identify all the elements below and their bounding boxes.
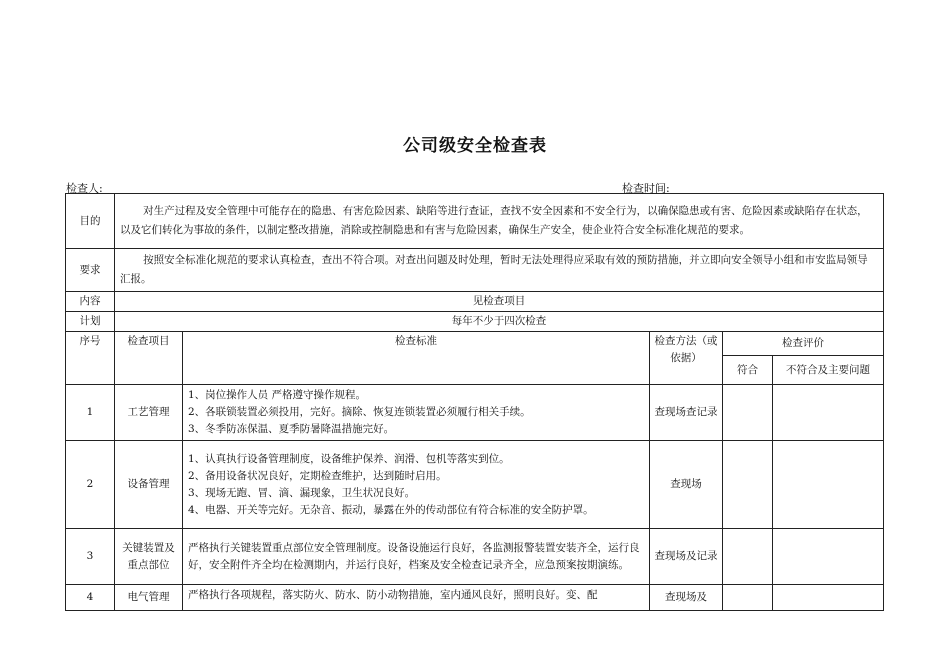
row-conform-cell[interactable]	[723, 441, 773, 529]
requirement-text: 按照安全标准化规范的要求认真检查，查出不符合项。对查出问题及时处理，暂时无法处理得应采取有效的预防措施，并立即向安全领导小组和市安监局领导汇报。	[115, 249, 884, 292]
plan-label: 计划	[66, 312, 115, 332]
standard-line: 1、认真执行设备管理制度，设备维护保养、润滑、包机等落实到位。	[188, 452, 510, 465]
row-standard	[183, 585, 650, 611]
requirement-label: 要求	[66, 249, 115, 292]
row-method: 查现场	[650, 441, 723, 529]
content-row	[66, 292, 884, 312]
table-row	[66, 585, 884, 611]
row-method: 查现场及记录	[650, 529, 723, 585]
row-item: 关键装置及重点部位	[115, 529, 183, 585]
standard-line: 3、冬季防冻保温、夏季防暑降温措施完好。	[188, 423, 395, 435]
content-label: 内容	[66, 292, 115, 312]
row-conform-cell[interactable]	[723, 529, 773, 585]
inspection-time-label: 检查时间:	[622, 182, 670, 195]
standard-line: 4、电器、开关等完好。无杂音、振动，暴露在外的传动部位有符合标准的安全防护罩。	[188, 503, 594, 516]
content-value: 见检查项目	[115, 292, 884, 312]
row-method: 查现场及	[650, 585, 723, 611]
row-conform-cell[interactable]	[723, 385, 773, 441]
row-seq: 1	[66, 385, 115, 441]
row-seq: 3	[66, 529, 115, 585]
standard-line: 严格执行关键装置重点部位安全管理制度。设备设施运行良好，各监测报警装置安装齐全，运行良好，安全附件齐全均在检测期内，并运行良好，档案及安全检查记录齐全，应急预案按期演练。	[188, 541, 640, 571]
requirement-row	[66, 249, 884, 292]
row-item: 工艺管理	[115, 385, 183, 441]
row-standard	[183, 385, 650, 441]
purpose-label: 目的	[66, 194, 115, 249]
row-nonconform-cell[interactable]	[773, 585, 884, 611]
table-row	[66, 529, 884, 585]
row-item: 电气管理	[115, 585, 183, 611]
plan-row	[66, 312, 884, 332]
row-nonconform-cell[interactable]	[773, 529, 884, 585]
purpose-row	[66, 194, 884, 249]
header-nonconform: 不符合及主要问题	[773, 356, 884, 385]
standard-line: 3、现场无跑、冒、滴、漏现象，卫生状况良好。	[188, 486, 416, 499]
row-method: 查现场查记录	[650, 385, 723, 441]
standard-line: 严格执行各项规程，落实防火、防水、防小动物措施，室内通风良好，照明良好。变、配	[188, 589, 598, 601]
header-row	[66, 332, 884, 356]
table-row	[66, 441, 884, 529]
standard-line: 1、岗位操作人员 严格遵守操作规程。	[188, 389, 367, 401]
row-item: 设备管理	[115, 441, 183, 529]
plan-value: 每年不少于四次检查	[115, 312, 884, 332]
row-conform-cell[interactable]	[723, 585, 773, 611]
page-title: 公司级安全检查表	[403, 136, 547, 156]
standard-line: 2、各联锁装置必须投用，完好。摘除、恢复连锁装置必须履行相关手续。	[188, 406, 531, 418]
inspector-label: 检查人:	[66, 182, 103, 195]
purpose-text: 对生产过程及安全管理中可能存在的隐患、有害危险因素、缺陷等进行查证，查找不安全因素和不安全行为，以确保隐患或有害、危险因素或缺陷存在状态，以及它们转化为事故的条件，以制定整改措施，消除或控制隐患和有害与危险因素，确保生产安全，使企业符合安全标准化规范的要求。	[115, 194, 884, 249]
row-standard	[183, 441, 650, 529]
row-nonconform-cell[interactable]	[773, 385, 884, 441]
standard-line: 2、备用设备状况良好，定期检查维护，达到随时启用。	[188, 469, 447, 482]
row-nonconform-cell[interactable]	[773, 441, 884, 529]
header-conform: 符合	[723, 356, 773, 385]
header-item: 检查项目	[115, 332, 183, 385]
header-method: 检查方法（或依据）	[650, 332, 723, 385]
row-standard	[183, 529, 650, 585]
row-seq: 4	[66, 585, 115, 611]
header-seq: 序号	[66, 332, 115, 385]
header-evaluation: 检查评价	[723, 332, 884, 356]
table-row	[66, 385, 884, 441]
header-standard: 检查标准	[183, 332, 650, 385]
inspection-table	[65, 193, 884, 611]
row-seq: 2	[66, 441, 115, 529]
